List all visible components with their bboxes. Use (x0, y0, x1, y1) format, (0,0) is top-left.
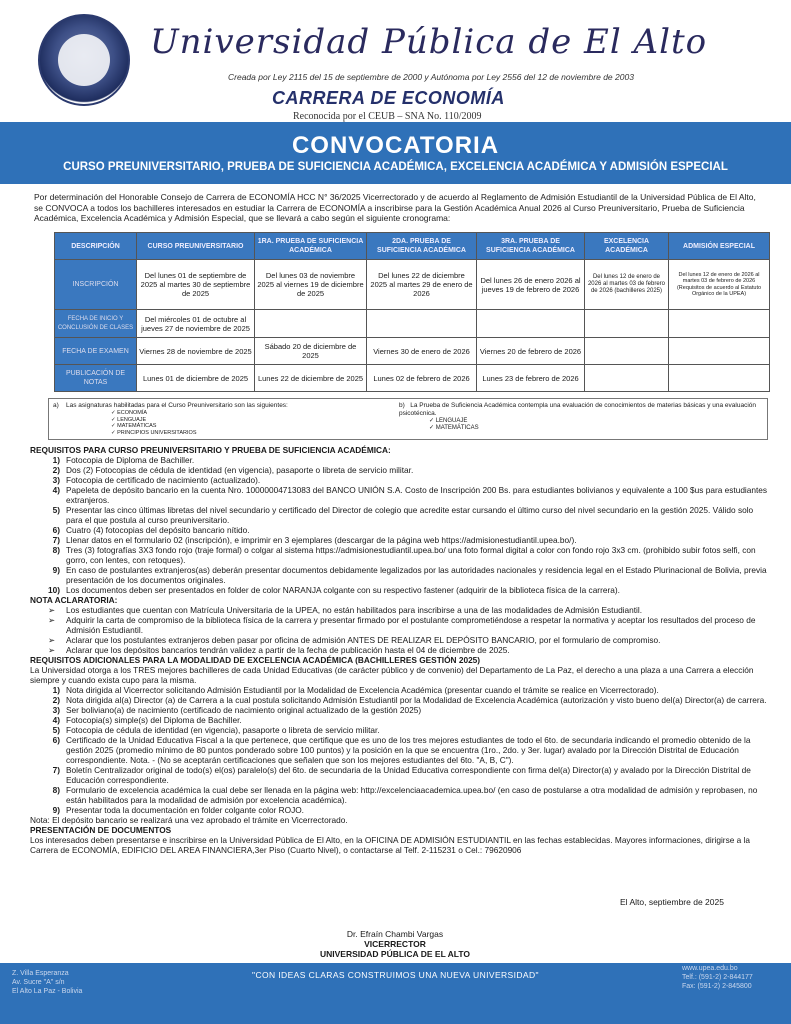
list-item: 4) Papeleta de depósito bancario en la cuenta Nro. 10000004713083 del BANCO UNIÓN S.A. Costo de Inscripción 200 Bs. para estudiantes bolivianos y equivalente a 100 $us para estudiantes extranjeros. (52, 485, 768, 505)
table-cell (367, 310, 477, 338)
section-title: NOTA ACLARATORIA: (30, 595, 118, 605)
subjects-intro: Las asignaturas habilitadas para el Curso Preuniversitario son las siguientes: (66, 402, 288, 409)
list-item: ➢ Adquirir la carta de compromiso de la biblioteca física de la carrera y presentar firmado por el postulante comprometiéndose a respetar la normativa y aceptar los resultados del proceso de Admisión Estudiantil. (48, 615, 756, 635)
footer-slogan: "CON IDEAS CLARAS CONSTRUIMOS UNA NUEVA UNIVERSIDAD" (252, 970, 539, 980)
table-cell: Del lunes 26 de enero 2026 al jueves 19 de febrero de 2026 (477, 260, 585, 310)
table-header: DESCRIPCIÓN (55, 233, 137, 260)
list-item: 5) Fotocopia de cédula de identidad (en vigencia), pasaporte o libreta de servicio militar. (52, 725, 380, 735)
list-item: 10) Los documentos deben ser presentados en folder de color NARANJA colgante con su respectivo fastener (adquirir de la biblioteca física de la carrera). (48, 585, 620, 595)
row-label: FECHA DE INICIO Y CONCLUSIÓN DE CLASES (55, 310, 137, 338)
list-item: ➢ Aclarar que los postulantes extranjeros deben pasar por oficina de admisión ANTES DE REALIZAR EL DEPÓSITO BANCARIO, por el formulario de compromiso. (48, 635, 661, 645)
list-item: 2) Dos (2) Fotocopias de cédula de identidad (en vigencia), pasaporte o libreta de servicio militar. (52, 465, 414, 475)
table-row (55, 310, 770, 338)
list-item: ✓ LENGUAJE (111, 416, 147, 423)
list-item: ✓ PRINCIPIOS UNIVERSITARIOS (111, 429, 197, 436)
list-item: 1) Fotocopia de Diploma de Bachiller. (52, 455, 195, 465)
list-item: 8) Formulario de excelencia académica la cual debe ser llenada en la página web: http://excelenciaacademica.upea.bo/ (en caso de postularse a otra modalidad de admisión y reprobasen, no están habilitados para la modalidad de admisión por excelencia académica). (52, 785, 758, 805)
list-item: 6) Certificado de la Unidad Educativa Fiscal a la que pertenece, que certifique que es uno de los tres mejores estudiantes de todo el 6to. de secundaria indicando el promedio obtenido de la gestión 2025 (promedio mínimo de 80 puntos ponderado sobre 100 puntos) y la posición en la que se encuentra (1ro., 2do. y 3er. lugar) avalado por la Dirección Distrital de Educación correspondiente. Nota. - (No se aceptarán certificaciones que señalen que son los mejores estudiantes del 6to. "A, B, C"). (52, 735, 751, 765)
item-marker: b) (399, 402, 405, 409)
section-title: PRESENTACIÓN DE DOCUMENTOS (30, 825, 172, 835)
creation-law: Creada por Ley 2115 del 15 de septiembre de 2000 y Autónoma por Ley 2556 del 12 de noviembre de 2003 (228, 72, 634, 82)
document-subtitle: CURSO PREUNIVERSITARIO, PRUEBA DE SUFICIENCIA ACADÉMICA, EXCELENCIA ACADÉMICA Y ADMISIÓN ESPECIAL (63, 161, 728, 173)
list-item: ➢ Los estudiantes que cuentan con Matrícula Universitaria de la UPEA, no están habilitados para inscribirse a una de las modalidades de Admisión Estudiantil. (48, 605, 643, 615)
table-header: CURSO PREUNIVERSITARIO (137, 233, 255, 260)
table-cell: Sábado 20 de diciembre de 2025 (255, 338, 367, 365)
list-item: ✓ MATEMÁTICAS (429, 425, 479, 431)
list-item: 4) Fotocopia(s) simple(s) del Diploma de Bachiller. (52, 715, 242, 725)
subjects-intro: La Prueba de Suficiencia Académica contempla una evaluación de conocimientos de materias básicas y una evaluación psicotécnica. (399, 402, 756, 417)
table-header: 2DA. PRUEBA DE SUFICIENCIA ACADÉMICA (367, 233, 477, 260)
table-cell: Lunes 02 de febrero de 2026 (367, 365, 477, 392)
row-label: PUBLICACIÓN DE NOTAS (55, 365, 137, 392)
list-item: 3) Fotocopia de certificado de nacimiento (actualizado). (52, 475, 261, 485)
table-cell: Viernes 20 de febrero de 2026 (477, 338, 585, 365)
arrow-bullet-icon: ➢ (48, 605, 55, 615)
list-item: ✓ LENGUAJE (429, 418, 468, 424)
table-cell: Lunes 22 de diciembre de 2025 (255, 365, 367, 392)
signer-title: VICERRECTOR (364, 939, 426, 949)
arrow-bullet-icon: ➢ (48, 615, 55, 625)
deposit-note: Nota: El depósito bancario se realizará una vez aprobado el trámite en Vicerrectorado. (30, 815, 348, 825)
table-cell: Del lunes 03 de noviembre 2025 al viernes 19 de diciembre de 2025 (255, 260, 367, 310)
arrow-bullet-icon: ➢ (48, 635, 55, 645)
table-cell (585, 365, 669, 392)
intro-paragraph: Por determinación del Honorable Consejo de Carrera de ECONOMÍA HCC N° 36/2025 Vicerrectorado y de acuerdo al Reglamento de Admisión Estudiantil de la Universidad Pública de El Alto, se CONVOCA a todos los bachilleres interesados en estudiar la Carrera de ECONOMÍA a inscribirse para la Gestión Académica Anual 2026 al Curso Preuniversitario, Prueba de Suficiencia Académica, Excelencia Académica y Admisión Especial, que se llevará a cabo según el siguiente cronograma: (34, 192, 756, 223)
list-item: ➢ Aclarar que los depósitos bancarios tendrán validez a partir de la fecha de publicación hasta el 04 de diciembre de 2025. (48, 645, 510, 655)
document-title: CONVOCATORIA (291, 132, 500, 159)
list-item: 9) Presentar toda la documentación en folder colgante color ROJO. (52, 805, 304, 815)
university-name: Universidad Pública de El Alto (150, 22, 708, 62)
list-item: 8) Tres (3) fotografías 3X3 fondo rojo (traje formal) o colgar al sistema https://admisionestudiantil.upea.bo/ una foto formal digital a color con fondo rojo 3x3 cm. (prohibido subir fotos selfi, con gorro, con lentes, con retoques). (52, 545, 756, 565)
subjects-suficiencia (399, 402, 763, 432)
table-cell: Del lunes 12 de enero de 2026 al martes 03 de febrero de 2026 (Requisitos de acuerdo al Estatuto Orgánico de la UPEA) (669, 260, 770, 310)
item-marker: a) (53, 402, 59, 409)
list-item: 1) Nota dirigida al Vicerrector solicitando Admisión Estudiantil por la Modalidad de Excelencia Académica (presentar cuando el trámite se realice en Vicerrectorado). (52, 685, 659, 695)
table-cell (669, 338, 770, 365)
list-item: 7) Boletín Centralizador original de todo(s) el(os) paralelo(s) del 6to. de secundaria de la Unidad Educativa correspondiente con firma del(a) Director(a) y avalado por la Dirección Distrital de Educación correspondiente. (52, 765, 751, 785)
footer-address: Z. Villa Esperanza Av. Sucre "A" s/n El Alto La Paz - Bolivia (12, 970, 83, 995)
table-row (55, 260, 770, 310)
section-title: REQUISITOS ADICIONALES PARA LA MODALIDAD DE EXCELENCIA ACADÉMICA (BACHILLERES GESTIÓN 2025) (30, 655, 481, 665)
table-cell: Del lunes 22 de diciembre 2025 al martes 29 de enero de 2026 (367, 260, 477, 310)
subjects-box (48, 398, 768, 440)
section-intro: La Universidad otorga a los TRES mejores bachilleres de cada Unidad Educativas (de carácter público y de convenio) del Departamento de La Paz, el derecho a una plaza a una Carrera a elección siempre y cuando exista cupo para la misma. (30, 665, 754, 685)
university-seal-icon (38, 14, 130, 106)
table-row (55, 338, 770, 365)
table-cell (669, 310, 770, 338)
list-item: 3) Ser boliviano(a) de nacimiento (certificado de nacimiento original actualizado de la gestión 2025) (52, 705, 422, 715)
presentation-paragraph: Los interesados deben presentarse e inscribirse en la Universidad Pública de El Alto, en la OFICINA DE ADMISIÓN ESTUDIANTIL en las fechas establecidas. Mayores informaciones, dirigirse a la Carrera de ECONOMÍA, EDIFICIO DEL AREA FINANCIERA,3er Piso (Cuarto Nivel), o contactarse al Telf. 2-115231 o Cel.: 79620906 (30, 835, 751, 855)
recognition-text: Reconocida por el CEUB – SNA No. 110/2009 (293, 111, 482, 122)
table-header: ADMISIÓN ESPECIAL (669, 233, 770, 260)
row-label: FECHA DE EXAMEN (55, 338, 137, 365)
schedule-table (54, 232, 770, 392)
list-item: 2) Nota dirigida al(a) Director (a) de Carrera a la cual postula solicitando Admisión Estudiantil por la Modalidad de Excelencia Académica (autorización y visto bueno del(a) Director(a) de carrera. (52, 695, 767, 705)
table-cell (585, 338, 669, 365)
list-item: ✓ ECONOMÍA (111, 410, 148, 416)
table-cell: Del lunes 12 de enero de 2026 al martes 03 de febrero de 2026 (bachilleres 2025) (585, 260, 669, 310)
table-cell (585, 310, 669, 338)
table-cell (477, 310, 585, 338)
arrow-bullet-icon: ➢ (48, 645, 55, 655)
table-cell: Lunes 01 de diciembre de 2025 (137, 365, 255, 392)
table-header: 1RA. PRUEBA DE SUFICIENCIA ACADÉMICA (255, 233, 367, 260)
career-title: CARRERA DE ECONOMÍA (272, 88, 505, 108)
table-cell: Viernes 28 de noviembre de 2025 (137, 338, 255, 365)
place-date: El Alto, septiembre de 2025 (620, 897, 724, 907)
list-item: 5) Presentar las cinco últimas libretas del nivel secundario y certificado del Director de colegio que acredite estar cursando el último curso del nivel secundario en la gestión 2025. Válido solo para el que postula al curso preuniversitario. (52, 505, 754, 525)
list-item: ✓ MATEMÁTICAS (111, 423, 157, 429)
table-cell: Del miércoles 01 de octubre al jueves 27 de noviembre de 2025 (137, 310, 255, 338)
table-cell (255, 310, 367, 338)
signer-name: Dr. Efraín Chambi Vargas (346, 929, 444, 939)
list-item: 9) En caso de postulantes extranjeros(as) deberán presentar documentos debidamente legalizados por las autoridades nacionales y residencia legal en el Estado Plurinacional de Bolivia, previa presentación de los documentos originales. (52, 565, 767, 585)
signature-block (300, 929, 490, 959)
signer-org: UNIVERSIDAD PÚBLICA DE EL ALTO (319, 949, 471, 959)
table-cell (669, 365, 770, 392)
section-title: REQUISITOS PARA CURSO PREUNIVERSITARIO Y PRUEBA DE SUFICIENCIA ACADÉMICA: (30, 445, 391, 455)
row-label: INSCRIPCIÓN (55, 260, 137, 310)
subjects-preuniversitario (53, 402, 393, 436)
footer-contact: www.upea.edu.bo Telf.: (591-2) 2-844177 Fax: (591-2) 2-845800 (682, 965, 753, 990)
table-cell: Viernes 30 de enero de 2026 (367, 338, 477, 365)
table-row (55, 365, 770, 392)
table-header-row (55, 233, 770, 260)
document-body (30, 445, 768, 855)
list-item: 6) Cuatro (4) fotocopias del depósito bancario nítido. (52, 525, 250, 535)
table-header: 3RA. PRUEBA DE SUFICIENCIA ACADÉMICA (477, 233, 585, 260)
list-item: 7) Llenar datos en el formulario 02 (inscripción), e imprimir en 3 ejemplares (descargar de la página web https://admisionestudiantil.upea.bo/). (52, 535, 577, 545)
table-header: EXCELENCIA ACADÉMICA (585, 233, 669, 260)
letterhead (0, 0, 791, 128)
table-cell: Del lunes 01 de septiembre de 2025 al martes 30 de septiembre de 2025 (137, 260, 255, 310)
table-cell: Lunes 23 de febrero de 2026 (477, 365, 585, 392)
